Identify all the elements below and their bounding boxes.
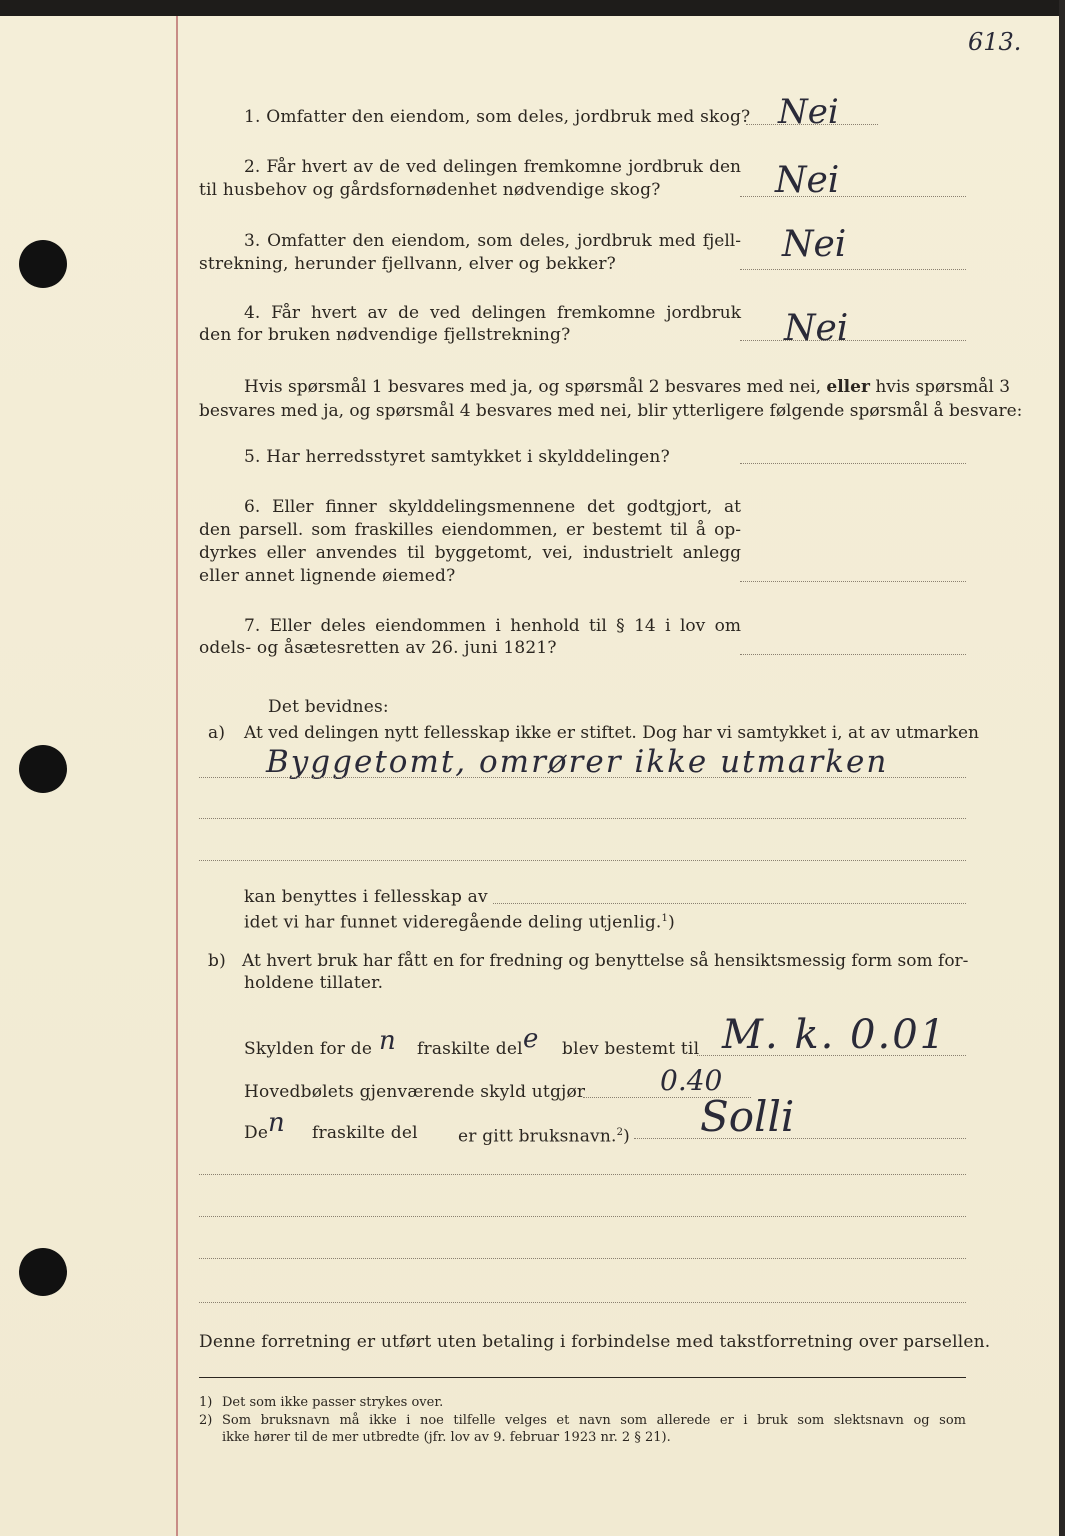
bruksnavn-label-1: De — [244, 1123, 269, 1143]
condition-line2: besvares med ja, og spørsmål 4 besvares med nei, blir ytterligere følgende spørsmål å besvare: — [199, 401, 1023, 421]
skyld-label-1: Skylden for de — [244, 1039, 373, 1059]
item-a-line-2 — [199, 818, 966, 819]
bruksnavn-label-4: ) — [623, 1126, 631, 1147]
answer-line-4 — [740, 340, 966, 341]
question-2-line1: 2. Får hvert av de ved delingen fremkomne jordbruk den — [244, 157, 741, 177]
question-6-line2: den parsell. som fraskilles eiendommen, er bestemt til å op- — [199, 520, 741, 540]
footnote-divider — [199, 1377, 966, 1378]
item-a-line-3 — [199, 860, 966, 861]
blank-line-4 — [199, 1302, 966, 1303]
punch-hole — [19, 1248, 67, 1296]
question-6-line1: 6. Eller finner skylddelingsmennene det godtgjort, at — [244, 497, 741, 517]
question-7-line2: odels- og åsætesretten av 26. juni 1821? — [199, 638, 557, 658]
punch-hole — [19, 240, 67, 288]
fellesskap-line — [493, 903, 966, 904]
condition-line1-c: hvis spørsmål 3 — [875, 377, 1011, 397]
question-6-line3: dyrkes eller anvendes til byggetomt, vei, industrielt anlegg — [199, 543, 741, 563]
question-7-line1: 7. Eller deles eiendommen i henhold til § 14 i lov om — [244, 616, 741, 636]
answer-4-handwritten: Nei — [784, 308, 849, 349]
skyld-label-2: fraskilte del — [417, 1039, 523, 1059]
bruksnavn-handwritten-n: n — [268, 1108, 285, 1138]
punch-hole — [19, 745, 67, 793]
footnote-2-marker: 2) — [199, 1413, 213, 1428]
bevidnes-heading: Det bevidnes: — [268, 697, 389, 717]
closing-statement: Denne forretning er utført uten betaling i forbindelse med takstforretning over parsellen. — [199, 1332, 991, 1352]
answer-1-handwritten: Nei — [778, 92, 839, 132]
skyld-handwritten-e: e — [523, 1024, 539, 1054]
hovedbol-value-handwritten: 0.40 — [660, 1064, 723, 1097]
item-a-handwritten: Byggetomt, omrører ikke utmarken — [266, 744, 889, 780]
page-number: 613. — [968, 28, 1022, 56]
question-1: 1. Omfatter den eiendom, som deles, jordbruk med skog? — [244, 107, 751, 127]
answer-line-5 — [740, 463, 966, 464]
bruksnavn-value-handwritten: Solli — [700, 1092, 795, 1141]
answer-3-handwritten: Nei — [782, 224, 847, 265]
item-b-line2: holdene tillater. — [244, 973, 384, 993]
question-6-line4: eller annet lignende øiemed? — [199, 566, 456, 586]
item-b-line1: At hvert bruk har fått en for fredning og benyttelse så hensiktsmessig form som for- — [242, 951, 969, 971]
answer-line-7 — [740, 654, 966, 655]
footnote-2-line2: ikke hører til de mer utbredte (jfr. lov av 9. februar 1923 nr. 2 § 21). — [222, 1430, 671, 1445]
bruksnavn-label-3-text: er gitt bruksnavn. — [458, 1126, 617, 1147]
blank-line-1 — [199, 1174, 966, 1175]
answer-line-3 — [740, 269, 966, 270]
condition-line1 — [244, 376, 1011, 399]
question-5: 5. Har herredsstyret samtykket i skylddelingen? — [244, 447, 670, 467]
skyld-label-3: blev bestemt til — [562, 1039, 700, 1059]
hovedbol-label: Hovedbølets gjenværende skyld utgjør — [244, 1082, 586, 1102]
scan-top-border — [0, 0, 1065, 16]
videregaende-label: idet vi har funnet videregående deling utjenlig. — [244, 912, 662, 933]
footnote-ref-2: 2 — [616, 1127, 624, 1138]
skyld-handwritten-n: n — [379, 1026, 396, 1056]
videregaende-text: idet vi har funnet videregående deling utjenlig.$^1$) — [244, 912, 675, 933]
answer-2-handwritten: Nei — [775, 160, 840, 201]
blank-line-3 — [199, 1258, 966, 1259]
footnote-ref-1: 1 — [661, 913, 669, 924]
bruksnavn-line — [634, 1138, 966, 1139]
answer-line-2 — [740, 196, 966, 197]
question-3-line1: 3. Omfatter den eiendom, som deles, jordbruk med fjell- — [244, 231, 741, 251]
question-4-line2: den for bruken nødvendige fjellstrekning? — [199, 325, 571, 345]
condition-line1-a: Hvis spørsmål 1 besvares med ja, og spørsmål 2 besvares med nei, — [244, 377, 821, 397]
question-3-line2: strekning, herunder fjellvann, elver og bekker? — [199, 254, 616, 274]
skyld-value-handwritten: M. k. 0.01 — [722, 1012, 948, 1058]
blank-line-2 — [199, 1216, 966, 1217]
footnote-2-line1: Som bruksnavn må ikke i noe tilfelle velges et navn som allerede er i bruk som slektsnavn og som — [222, 1413, 966, 1428]
question-4-line1: 4. Får hvert av de ved delingen fremkomne jordbruk — [244, 303, 741, 323]
question-2-line2: til husbehov og gårdsfornødenhet nødvendige skog? — [199, 180, 661, 200]
item-a-line-1 — [199, 777, 966, 778]
item-b-marker: b) — [208, 951, 226, 971]
footnote-1-marker: 1) — [199, 1395, 213, 1410]
answer-line-6 — [740, 581, 966, 582]
bruksnavn-label-2: fraskilte del — [312, 1123, 418, 1143]
footnote-1: Det som ikke passer strykes over. — [222, 1395, 444, 1410]
margin-rule — [176, 16, 178, 1536]
bruksnavn-label-3 — [458, 1122, 630, 1148]
scan-right-border — [1059, 0, 1065, 1536]
condition-line1-bold: eller — [826, 377, 870, 397]
fellesskap-label: kan benyttes i fellesskap av — [244, 887, 488, 907]
item-a-text: At ved delingen nytt fellesskap ikke er stiftet. Dog har vi samtykket i, at av utmarken — [244, 723, 979, 743]
item-a-marker: a) — [208, 723, 226, 743]
